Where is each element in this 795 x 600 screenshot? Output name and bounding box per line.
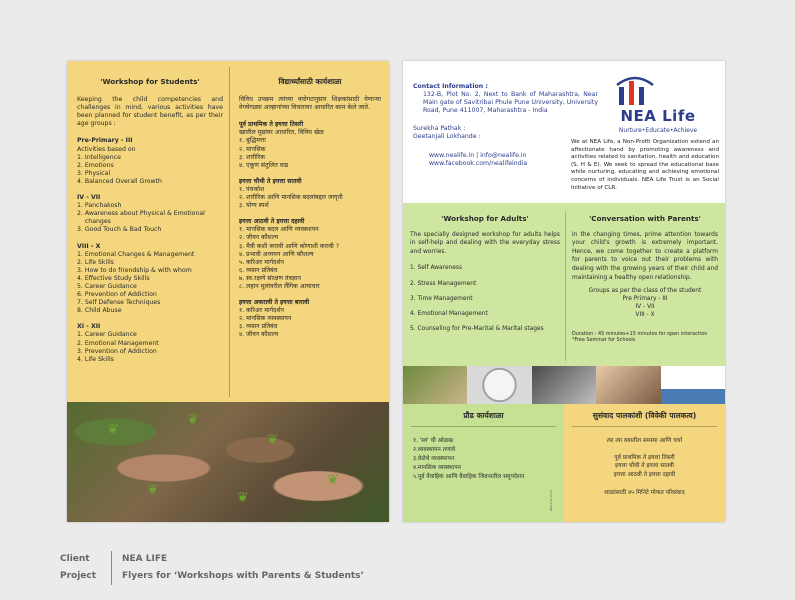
contact-title: Contact Information : <box>413 83 488 90</box>
photo-people <box>403 366 467 404</box>
brand-tagline: Nurture•Educate•Achieve <box>618 127 698 134</box>
hands-seedlings-photo <box>67 402 389 522</box>
brand-name: NEA Life <box>620 107 696 125</box>
list-item: 1. Emotional Changes & Management <box>77 250 195 258</box>
list-item: 3. Physical <box>77 169 111 177</box>
age-group <box>77 194 223 234</box>
project-label: Project <box>60 571 97 581</box>
photo-family-hands <box>596 366 660 404</box>
students-intro: Keeping the child competencies and challenges in mind, various activities have been planned for student benefit, as per their age groups : <box>77 96 223 128</box>
contact-web: www.nealife.in | info@nealife.in <box>429 151 527 159</box>
adults-title-marathi: प्रौढ कार्यशाळा <box>411 404 556 427</box>
parents-groups-list <box>572 296 718 319</box>
list-item: १. मानसिक बदल आणि व्यवस्थापन <box>239 226 319 234</box>
list-item: 3. Good Touch & Bad Touch <box>77 226 162 234</box>
seedling-icon: ❦ <box>107 422 119 438</box>
seedling-icon: ❦ <box>267 432 279 448</box>
students-title-marathi: विद्यार्थ्यांसाठी कार्यशाळा <box>278 77 342 86</box>
parents-intro-marathi: त्या त्या वयातील समस्या आणि चर्चा <box>606 438 683 444</box>
parents-column <box>572 203 718 343</box>
students-flyer-panel <box>67 61 389 522</box>
column-divider <box>229 67 230 397</box>
list-item: 4. Emotional Management <box>410 310 488 317</box>
list-item: 2. Stress Management <box>410 280 477 287</box>
photo-strip <box>403 366 725 404</box>
footer-divider <box>111 551 112 585</box>
photo-clock <box>467 366 531 404</box>
list-item: 7. Self Defense Techniques <box>77 299 161 307</box>
parents-duration <box>572 331 718 343</box>
parents-groups-title: Groups as per the class of the student <box>588 288 702 295</box>
list-item: ४. प्रभावी अध्ययन आणि कौशल्य <box>239 250 314 258</box>
client-name: NEA LIFE <box>122 554 168 564</box>
students-groups-marathi <box>239 121 381 339</box>
list-item: changes <box>77 218 111 226</box>
list-item: ५.पूर्व वैवाहिक आणि वैवाहिक जिवनातील समुपदेशन <box>413 474 525 480</box>
age-group <box>239 121 381 170</box>
list-item: 8. Child Abuse <box>77 307 122 315</box>
parents-marathi-box <box>564 404 725 522</box>
vertical-note: NEA Life Trust <box>549 490 553 511</box>
logo-mark-icon <box>615 75 655 107</box>
age-group <box>239 299 381 339</box>
students-title: 'Workshop for Students' <box>100 77 200 86</box>
list-item: १. करिअर मार्गदर्शन <box>239 307 284 315</box>
list-item: ३. व्यसन प्रतिबंध <box>239 323 278 331</box>
list-item: 2. Emotions <box>77 161 114 169</box>
age-group-title: IV - VII <box>77 194 101 202</box>
free-seminar-note: *Free Seminar for Schools <box>572 337 636 344</box>
list-item: 2. Emotional Management <box>77 339 159 347</box>
list-item: Pre Primary - III <box>622 295 668 302</box>
parents-body-marathi <box>564 427 725 498</box>
about-text: We at NEA Life, a Non-Profit Organization extend an affectionate hand by promoting awareness and activities related to sanitation, health and education (S, H & E). We seek to spread the educational base while nurturing, educating and achieving emotional concerns of individuals. NEA Life Trust is an Social Initiative of CLR. <box>571 139 719 191</box>
list-item: इयत्ता आठवी ते इयत्ता दहावी <box>613 471 676 478</box>
list-item: 3. Time Management <box>410 295 473 302</box>
list-item: 4. Balanced Overall Growth <box>77 177 162 185</box>
adults-title: 'Workshop for Adults' <box>441 214 529 223</box>
list-item: VIII - X <box>635 311 655 318</box>
adults-list <box>410 264 560 333</box>
project-name: Flyers for ‘Workshops with Parents & Students’ <box>122 571 364 581</box>
list-item: 2. Life Skills <box>77 258 114 266</box>
seedling-icon: ❦ <box>147 482 159 498</box>
adults-intro: The specially designed workshop for adults helps in self-help and dealing with the everyday stress and worries. <box>410 231 560 255</box>
age-group-title: XI - XII <box>77 323 101 331</box>
list-item: ४. एकूण संतुलित वाढ <box>239 161 289 169</box>
students-intro-marathi: विविध उपक्रम त्यांच्या वयोगटानुसार शिक्षकांसाठी येणाऱ्या वेगवेगळ्या आव्हानांच्या विचारावर आधारित काम केले जाते. <box>239 96 381 112</box>
parents-intro: In the changing times, prime attention towards your child's growth is extremely important. Hence, we come together to create a platform for parents to voice out their problems with dealing with the growing years of their child and maintaining a healthy open relationship. <box>572 231 718 281</box>
list-item: 4. Effective Study Skills <box>77 274 150 282</box>
photo-family-silhouette <box>661 366 725 404</box>
list-item: 2. Awareness about Physical & Emotional <box>77 210 205 218</box>
age-group-title: पूर्व प्राथमिक ते इयत्ता तिसरी <box>239 121 304 129</box>
duration-text: Duration : 45 minutes+15 minutes for open interaction <box>572 331 708 338</box>
parents-title-marathi: सुसंवाद पालकांशी (विवेकी पालकत्व) <box>572 404 717 427</box>
list-item: २. मानसिक <box>239 145 266 153</box>
column-divider <box>565 211 566 361</box>
list-item: 3. Prevention of Addiction <box>77 347 157 355</box>
nea-life-logo <box>603 75 713 145</box>
age-group <box>239 218 381 291</box>
list-item: 1. Intelligence <box>77 153 121 161</box>
students-groups <box>77 137 223 363</box>
list-item: १. पंचकोश <box>239 185 265 193</box>
client-label: Client <box>60 554 90 564</box>
list-item: IV - VII <box>635 303 655 310</box>
list-item: Activities based on <box>77 145 136 153</box>
list-item: २.व्यवस्थापन तणावे <box>413 447 456 453</box>
photo-stress <box>532 366 596 404</box>
list-item: २. मानसिक व्यवस्थापन <box>239 315 292 323</box>
list-item: ३. योग्य स्पर्श <box>239 202 269 210</box>
adults-parents-flyer-panel <box>403 61 725 522</box>
age-group-title: इयत्ता आठवी ते इयत्ता दहावी <box>239 218 305 226</box>
adults-column <box>410 203 560 340</box>
list-item: २. शारीरिक आणि मानसिक बदलांबद्दल जागृती <box>239 194 343 202</box>
age-group <box>239 178 381 210</box>
parents-title: 'Conversation with Parents' <box>589 214 701 223</box>
contact-facebook: www.facebook.com/nealifeindia <box>429 159 528 167</box>
seedling-icon: ❦ <box>327 472 339 488</box>
age-group-title: VIII - X <box>77 242 101 250</box>
parents-groups <box>572 288 718 319</box>
seedling-icon: ❦ <box>237 490 249 506</box>
list-item: १. बुद्धिमत्ता <box>239 137 266 145</box>
list-item: पूर्व प्राथमिक ते इयत्ता तिसरी <box>614 454 675 461</box>
adults-marathi-box <box>403 404 564 522</box>
contact-address: 132-B, Plot No. 2, Next to Bank of Maharashtra, Near Main gate of Savitribai Phule Pune University, University Road, Pune 411007, Maharashtra - India <box>423 91 598 115</box>
list-item: खालील मुद्यांवर आधारित, विविध खेळ <box>239 129 324 137</box>
age-group <box>77 137 223 186</box>
contact-person-2: Geetanjali Lokhande : <box>413 133 481 141</box>
workshops-section <box>403 203 725 366</box>
contact-person-1: Surekha Pathak : <box>413 125 466 133</box>
list-item: ४.मानसिक व्यवस्थापन <box>413 465 461 471</box>
list-item: 1. Career Guidance <box>77 331 137 339</box>
list-item: 4. Life Skills <box>77 355 114 363</box>
list-item: इयत्ता चौथी ते इयत्ता सातवी <box>615 463 674 470</box>
list-item: 6. Prevention of Addiction <box>77 291 157 299</box>
age-group <box>77 243 223 316</box>
list-item: ३. शारीरिक <box>239 153 265 161</box>
list-item: ३. मैत्री कशी करावी आणि कोणाशी करावी ? <box>239 242 340 250</box>
list-item: 1. Self Awareness <box>410 265 463 272</box>
list-item: 1. Panchakosh <box>77 202 122 210</box>
list-item: ४. जीवन कौशल्य <box>239 331 279 339</box>
seedling-icon: ❦ <box>187 412 199 428</box>
list-item: ३.वेळेचे व्यवस्थापन <box>413 456 455 462</box>
list-item: २. जीवन कौशल्य <box>239 234 279 242</box>
age-group-title: इयत्ता चौथी ते इयत्ता सातवी <box>239 177 302 185</box>
parents-duration-marathi: शाळांसाठी ४५ मिनिटे मोफत परिसंवाद <box>604 490 685 497</box>
marathi-section <box>403 404 725 522</box>
age-group-title: इयत्ता अकरावी ते इयत्ता बारावी <box>239 299 310 307</box>
list-item: 3. How to do friendship & with whom <box>77 266 192 274</box>
students-column-english <box>77 61 223 401</box>
age-group <box>77 323 223 363</box>
list-item: 5. Career Guidance <box>77 282 137 290</box>
students-column-marathi <box>239 61 381 401</box>
age-group-title: Pre-Primary - III <box>77 137 133 145</box>
parents-groups-marathi <box>572 454 717 480</box>
list-item: १. 'स्व' ची ओळख <box>413 438 453 444</box>
list-item: ७. स्व.रक्षणे संरक्षण तंत्रज्ञान <box>239 274 301 282</box>
list-item: ५. करिअर मार्गदर्शन <box>239 258 284 266</box>
adults-list-marathi <box>403 427 564 482</box>
list-item: ८. लहान मुलांवरील लैंगिक अत्याचार <box>239 282 320 290</box>
list-item: ६. व्यसन प्रतिबंध <box>239 266 278 274</box>
list-item: 5. Counseling for Pre-Marital & Marital stages <box>410 326 544 333</box>
